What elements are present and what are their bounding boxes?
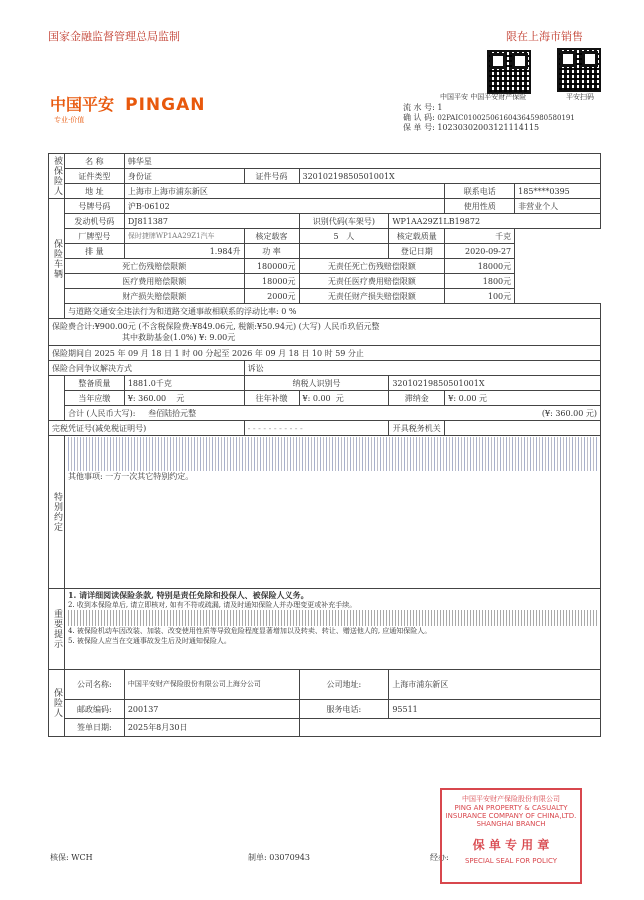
model-label: 厂牌型号: [64, 229, 124, 244]
office-label: 开具税务机关: [389, 421, 445, 436]
meta-serial: 流 水 号: 1: [403, 103, 443, 112]
meta-confirm-code: 确 认 码: 02PAIC0100250616043645980580191: [403, 113, 575, 122]
mass-unit: 千克: [445, 229, 515, 244]
notice-5: 5. 被保险人应当在交通事故发生后及时通知保险人。: [67, 637, 231, 645]
displacement-value: 1.984升: [124, 244, 244, 259]
name-value: 韩华星: [124, 154, 600, 169]
period-text: 保险期间自 2025 年 09 月 18 日 1 时 00 分起至 2026 年 09 月 18 日 10 时 59 分止: [49, 346, 601, 361]
curb-mass-label: 整备质量: [64, 376, 124, 391]
limit-death-value: 180000元: [244, 259, 299, 274]
address-value: 上海市上海市浦东新区: [124, 184, 444, 199]
current-tax-value: ¥: 360.00: [127, 393, 167, 403]
seats-label: 核定载客: [244, 229, 299, 244]
plate-value: 沪B·06102: [124, 199, 444, 214]
qr-code-left-icon: [487, 50, 531, 94]
limit-prop-nf-label: 无责任财产损失赔偿限额: [299, 289, 445, 304]
company-value: 中国平安财产保险股份有限公司上海分公司: [124, 670, 299, 700]
sign-date-value: 2025年8月30日: [124, 718, 299, 736]
id-no-label: 证件号码: [244, 169, 299, 184]
regdate-value: 2020-09-27: [445, 244, 515, 259]
limit-death-nf-value: 18000元: [445, 259, 515, 274]
sign-date-label: 签单日期:: [64, 718, 124, 736]
limit-death-nf-label: 无责任死亡伤残赔偿限额: [299, 259, 445, 274]
qr-code-right-icon: [557, 48, 601, 92]
policy-seal: 中国平安财产保险股份有限公司 PING AN PROPERTY & CASUALTY INSURANCE COMPANY OF CHINA,LTD. SHANGHAI BRANCH 保 单 专 用 章 SPECIAL SEAL FOR POLICY: [440, 788, 582, 884]
meta-policy-no: 保 单 号: 10230302003121114115: [403, 123, 540, 132]
section-insurer: 保险人: [49, 670, 65, 737]
limit-med-nf-label: 无责任医疗费用赔偿限额: [299, 274, 445, 289]
limit-med-value: 18000元: [244, 274, 299, 289]
total-value: 叁佰陆拾元整: [148, 408, 197, 418]
late-fee-label: 滞纳金: [389, 391, 445, 406]
id-type-label: 证件类型: [64, 169, 124, 184]
post-value: 200137: [124, 700, 299, 718]
limit-death-label: 死亡伤残赔偿限额: [64, 259, 244, 274]
phone-label: 联系电话: [445, 184, 515, 199]
notice-1: 1. 请详细阅读保险条款, 特别是责任免除和投保人、被保险人义务。: [67, 590, 309, 600]
service-value: 95511: [389, 700, 601, 718]
service-label: 服务电话:: [299, 700, 389, 718]
limit-prop-value: 2000元: [244, 289, 299, 304]
model-value: 保时捷牌WP1AA29Z1汽车: [124, 229, 244, 244]
qr-caption-left: 中国平安 中国平安财产保险: [440, 93, 527, 101]
phone-value: 185****0395: [515, 184, 601, 199]
prior-tax-label: 往年补缴: [244, 391, 299, 406]
current-tax-label: 当年应缴: [64, 391, 124, 406]
power-label: 功 率: [244, 244, 299, 259]
cert-label: 完税凭证号(减免税证明号): [49, 421, 245, 436]
policy-table: 被保险人 名 称 韩华星 证件类型 身份证 证件号码 32010219850501001X 地 址 上海市上海市浦东新区 联系电话 185****0395 保险车辆 号牌号码 沪B·06102 使用性质 非营业个人 发动机号码 DJ811387 识别代码(车架号) WP1AA29Z1LB19872 厂牌型号 保时捷牌WP1AA29Z1汽车 核定载客 5 人 核定载质量 千克 排 量 1.984升 功 率 登记日期 2020-09-27 死亡伤残赔偿限额 180000元 无责任死亡伤残赔偿限额 18000元 医疗费用赔偿限额 18000元 无责任医疗费用赔偿限额 1800元 财产损失赔偿限额 2000元 无责任财产损失赔偿限额 100元 与道路交通安全违法行为和道路交通事故相联系的浮动比率: 0 % 保险费合计:¥900.00元 (不含税保险费:¥849.06元, 税额:¥50.94元) (大写) 人民币玖佰元整 其中救助基金(1.0%) ¥: 9.00元 保险期间自 2025 年 09 月 18 日 1 时 00 分起至 2026 年 09 月 18 日 10 时 59 分止 保险合同争议解决方式 诉讼 整备质量 1881.0千克 纳税人识别号 32010219850501001X 当年应缴 ¥: 360.00 元 往年补缴 ¥: 0.00 元 滞纳金 ¥: 0.00 元 合计 (人民币大写): 叁佰陆拾元整 (¥: 360.00 元) 完税凭证号(减免税证明号) - - - - - - - - - - - 开具税务机关 特别约定 其他事项: 一方一次其它特别约定。 重要提示 1. 请详细阅读保险条款, 特别是责任免除和投保人、被保险人义务。 2. 收到本保险单后, 请立即核对, 如有不符或疏漏, 请及时通知保险人并办理变更或补充手续。 4. 被保险机动车因改装、加装、改变使用性质等导致危险程度显著增加以及转卖、转让、赠送他人的, 应通知保险人。 5. 被保险人应当在交通事故发生后及时通知保险人。 保险人 公司名称: 中国平安财产保险股份有限公司上海分公司 公司地址: 上海市浦东新区 邮政编码: 200137 服务电话: 95511 签单日期: 2025年8月30日: [48, 153, 601, 737]
plate-label: 号牌号码: [64, 199, 124, 214]
prior-tax-value: ¥: 0.00: [302, 393, 331, 403]
notice-cell: [64, 589, 600, 670]
displacement-label: 排 量: [64, 244, 124, 259]
logo-slogan: 专业·价值: [54, 116, 85, 124]
company-label: 公司名称:: [64, 670, 124, 700]
footer-check: 核保: WCH: [50, 853, 93, 862]
limit-med-label: 医疗费用赔偿限额: [64, 274, 244, 289]
section-special: 特别约定: [49, 436, 65, 589]
taxpayer-label: 纳税人识别号: [244, 376, 389, 391]
late-fee-value: ¥: 0.00: [448, 393, 477, 403]
vin-value: WP1AA29Z1LB19872: [389, 214, 601, 229]
logo-brand-en: PINGAN: [125, 95, 206, 115]
section-tax: [49, 376, 65, 421]
total-num: (¥: 360.00 元): [541, 408, 597, 418]
qr-caption-right: 平安扫码: [566, 93, 594, 101]
section-vehicle: 保险车辆: [49, 199, 65, 319]
float-rate-text: 与道路交通安全违法行为和道路交通事故相联系的浮动比率: 0 %: [64, 304, 600, 319]
dispute-value: 诉讼: [244, 361, 600, 376]
post-label: 邮政编码:: [64, 700, 124, 718]
special-tail: 其他事项: 一方一次其它特别约定。: [67, 472, 194, 481]
engine-value: DJ811387: [124, 214, 299, 229]
premium-line1: 保险费合计:¥900.00元 (不含税保险费:¥849.06元, 税额:¥50.94元) (大写) 人民币玖佰元整: [52, 322, 380, 331]
dispute-label: 保险合同争议解决方式: [49, 361, 245, 376]
curb-mass-value: 1881.0千克: [124, 376, 244, 391]
limit-prop-nf-value: 100元: [445, 289, 515, 304]
policy-meta: [403, 103, 603, 133]
total-label: 合计 (人民币大写):: [67, 408, 136, 418]
notice-2: 2. 收到本保险单后, 请立即核对, 如有不符或疏漏, 请及时通知保险人并办理变更或补充手续。: [67, 601, 357, 609]
taxpayer-value: 32010219850501001X: [389, 376, 601, 391]
limit-prop-label: 财产损失赔偿限额: [64, 289, 244, 304]
company-address-value: 上海市浦东新区: [389, 670, 601, 700]
seats-value: 5: [333, 231, 339, 241]
footer-maker: 制单: 03070943: [248, 853, 310, 862]
engine-label: 发动机号码: [64, 214, 124, 229]
header-right-title: 限在上海市销售: [506, 30, 583, 43]
id-no-value: 32010219850501001X: [299, 169, 601, 184]
premium-line2: 其中救助基金(1.0%) ¥: 9.00元: [122, 333, 236, 342]
footer-handler: 经办:: [430, 853, 449, 862]
id-type-value: 身份证: [124, 169, 244, 184]
notice-4: 4. 被保险机动车因改装、加装、改变使用性质等导致危险程度显著增加以及转卖、转让、赠送他人的, 应通知保险人。: [67, 627, 432, 635]
special-cell: [64, 436, 600, 589]
address-label: 地 址: [64, 184, 124, 199]
notice-3-blurred: [68, 610, 597, 626]
header-left-title: 国家金融监督管理总局监制: [48, 30, 180, 43]
section-notice: 重要提示: [49, 589, 65, 670]
pingan-logo: [50, 92, 205, 125]
logo-brand-cn: 中国平安: [50, 95, 115, 114]
company-address-label: 公司地址:: [299, 670, 389, 700]
special-blurred-text: [68, 437, 597, 471]
use-label: 使用性质: [445, 199, 515, 214]
use-value: 非营业个人: [515, 199, 601, 214]
premium-cell: [49, 319, 601, 346]
regdate-label: 登记日期: [389, 244, 445, 259]
mass-label: 核定载质量: [389, 229, 445, 244]
name-label: 名 称: [64, 154, 124, 169]
section-insured: 被保险人: [49, 154, 65, 199]
limit-med-nf-value: 1800元: [445, 274, 515, 289]
vin-label: 识别代码(车架号): [299, 214, 389, 229]
